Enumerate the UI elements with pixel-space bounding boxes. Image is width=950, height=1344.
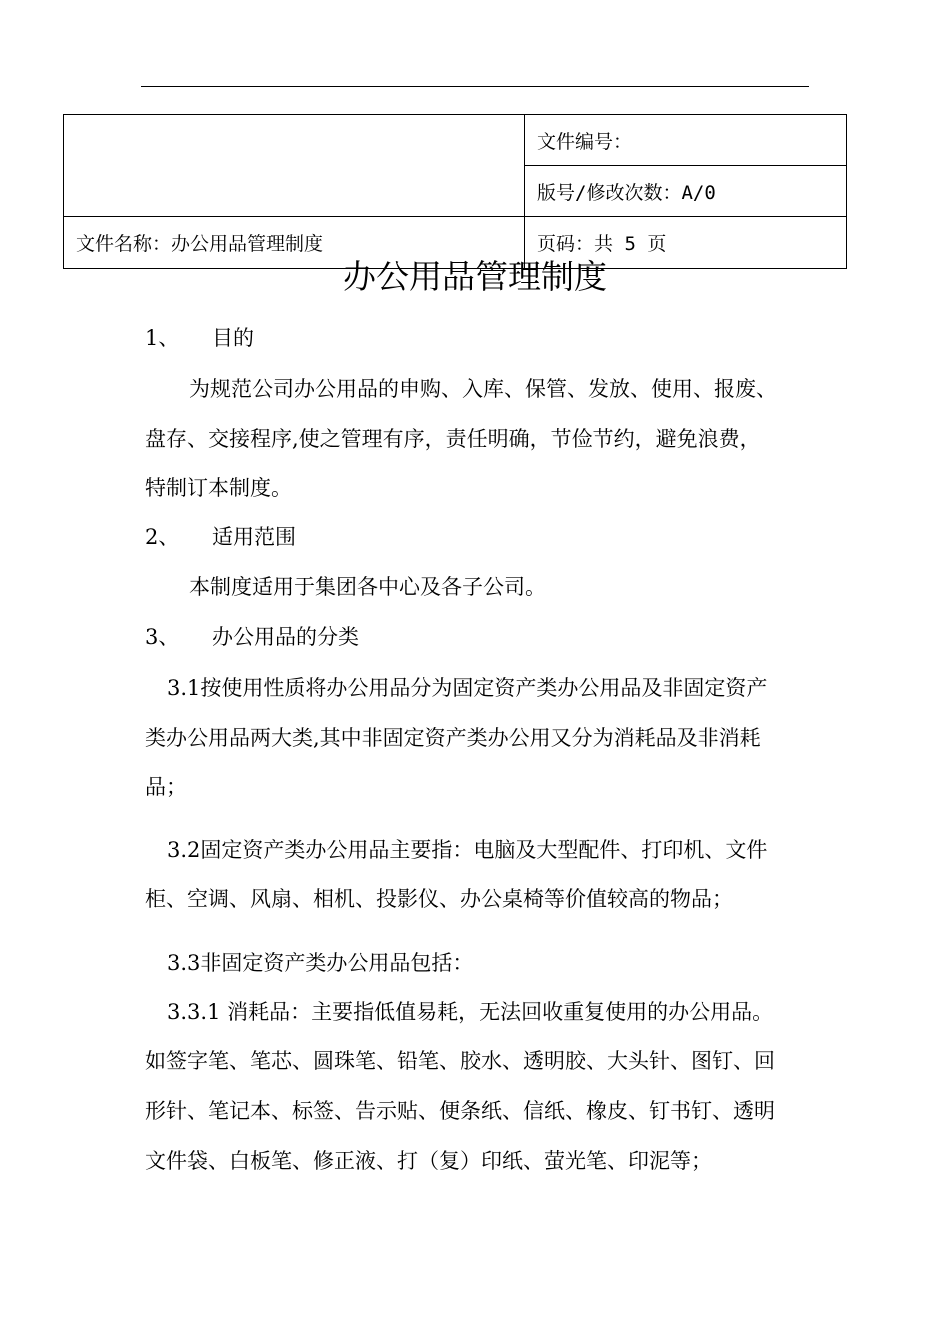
file-name-cell: 文件名称：办公用品管理制度 [64, 217, 525, 269]
paragraph-line: 类办公用品两大类,其中非固定资产类办公用又分为消耗品及非消耗 [145, 726, 761, 750]
paragraph-line: 3.2固定资产类办公用品主要指：电脑及大型配件、打印机、文件 [167, 838, 768, 862]
paragraph-line: 形针、笔记本、标签、告示贴、便条纸、信纸、橡皮、钉书钉、透明 [145, 1099, 775, 1123]
document-title: 办公用品管理制度 [343, 257, 607, 296]
page-count-cell: 页码：共 5 页 [525, 217, 847, 269]
section-title: 适用范围 [212, 525, 296, 549]
paragraph-line: 如签字笔、笔芯、圆珠笔、铅笔、胶水、透明胶、大头针、图钉、回 [145, 1049, 775, 1073]
section-number: 2、 [145, 525, 180, 549]
version-cell: 版号/修改次数：A/0 [525, 166, 847, 217]
section-heading-3 [145, 623, 815, 651]
header-rule [141, 86, 809, 87]
paragraph-line: 3.1按使用性质将办公用品分为固定资产类办公用品及非固定资产 [167, 676, 768, 700]
paragraph-line: 文件袋、白板笔、修正液、打（复）印纸、萤光笔、印泥等； [145, 1149, 712, 1173]
section-number: 1、 [145, 326, 180, 350]
paragraph-line: 盘存、交接程序,使之管理有序，责任明确，节俭节约，避免浪费， [145, 427, 761, 451]
header-blank-cell [64, 115, 525, 217]
paragraph-line: 特制订本制度。 [145, 476, 292, 500]
paragraph-line: 品； [145, 775, 187, 799]
document-header-table [63, 114, 847, 269]
section-number: 3、 [145, 625, 180, 649]
paragraph-line: 3.3非固定资产类办公用品包括： [167, 951, 474, 975]
paragraph-line: 本制度适用于集团各中心及各子公司。 [189, 575, 546, 599]
section-title: 目的 [212, 326, 254, 350]
section-heading-2 [145, 523, 815, 551]
section-title: 办公用品的分类 [212, 625, 359, 649]
doc-number-cell: 文件编号： [525, 115, 847, 166]
paragraph-line: 为规范公司办公用品的申购、入库、保管、发放、使用、报废、 [189, 377, 777, 401]
paragraph-line: 柜、空调、风扇、相机、投影仪、办公桌椅等价值较高的物品； [145, 887, 733, 911]
paragraph-line: 3.3.1 消耗品：主要指低值易耗，无法回收重复使用的办公用品。 [167, 1000, 774, 1024]
section-heading-1 [145, 324, 815, 352]
